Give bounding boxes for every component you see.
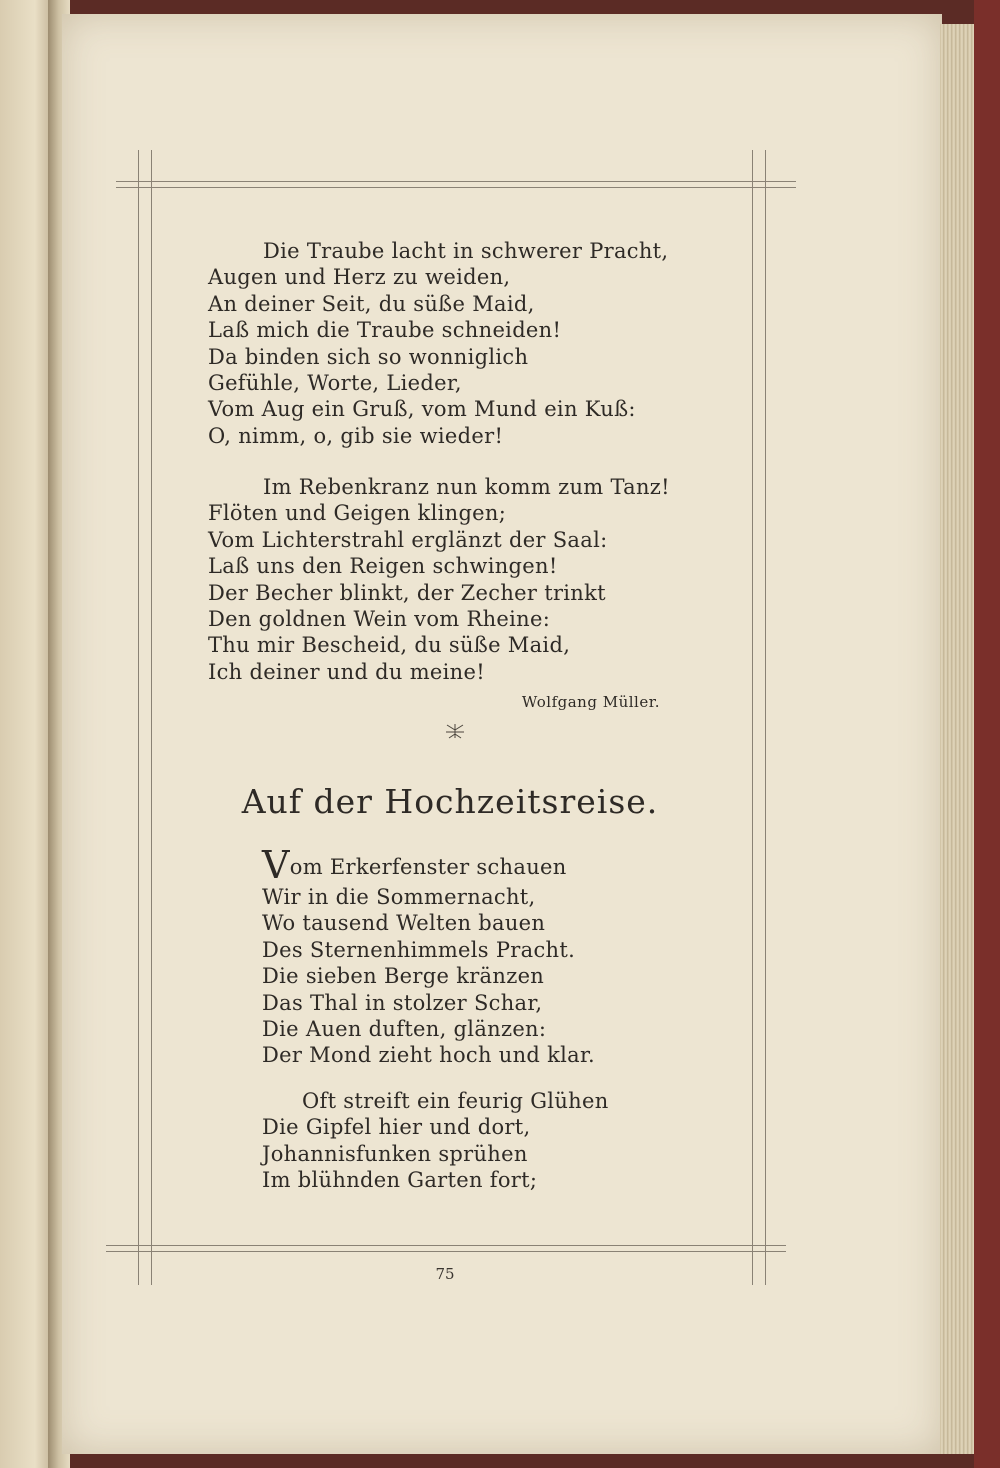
drop-cap: V: [262, 843, 290, 887]
verse-line: Johannisfunken sprühen: [262, 1141, 528, 1166]
verse-line: Laß mich die Traube schneiden!: [208, 318, 562, 343]
frame-left-rule: [138, 150, 139, 1285]
poem-author: Wolfgang Müller.: [521, 693, 660, 711]
verse-line: An deiner Seit, du süße Maid,: [208, 291, 535, 316]
poem2-stanza2: [262, 1088, 782, 1194]
poem1-stanza1: [208, 238, 728, 449]
verse-line: Die Traube lacht in schwerer Pracht,: [263, 239, 669, 263]
verse-line: Im Rebenkranz nun komm zum Tanz!: [263, 475, 670, 499]
verse-line: Gefühle, Worte, Lieder,: [208, 371, 462, 396]
poem2-stanza1: [262, 843, 782, 1069]
verse-line: Das Thal in stolzer Schar,: [262, 990, 543, 1015]
fleuron-icon: [437, 720, 473, 740]
book-cover-edge: [974, 0, 1000, 1468]
frame-bottom-rule-inner: [106, 1251, 786, 1252]
verse-line-first: [262, 843, 782, 887]
frame-left-rule-inner: [151, 150, 152, 1285]
verse-line: Vom Lichterstrahl erglänzt der Saal:: [208, 527, 608, 552]
verse-line-rest: om Erkerfenster schauen: [289, 855, 567, 879]
verse-line: Thu mir Bescheid, du süße Maid,: [208, 633, 571, 658]
page-number: 75: [435, 1265, 455, 1283]
verse-line: Oft streift ein feurig Glühen: [302, 1089, 609, 1113]
verse-line: Flöten und Geigen klingen;: [208, 501, 507, 526]
verse-line: O, nimm, o, gib sie wieder!: [208, 423, 504, 448]
verse-line: Im blühnden Garten fort;: [262, 1168, 538, 1193]
verse-line: Die Gipfel hier und dort,: [262, 1115, 531, 1140]
frame-top-rule: [116, 181, 796, 182]
verse-line: Augen und Herz zu weiden,: [208, 265, 511, 290]
verse-line: Des Sternenhimmels Pracht.: [262, 937, 576, 962]
verse-line: Die sieben Berge kränzen: [262, 964, 545, 989]
poem1-stanza2: [208, 474, 728, 685]
verse-line: Der Becher blinkt, der Zecher trinkt: [208, 580, 606, 605]
verse-line: Wir in die Sommernacht,: [262, 885, 536, 909]
verse-line: Wo tausend Welten bauen: [262, 911, 546, 936]
book-page: [62, 14, 942, 1454]
verse-line: Vom Aug ein Gruß, vom Mund ein Kuß:: [208, 397, 636, 422]
page-edges: [940, 24, 976, 1454]
verse-line: Der Mond zieht hoch und klar.: [262, 1043, 595, 1068]
verse-line: Ich deiner und du meine!: [208, 659, 485, 684]
verse-line: Den goldnen Wein vom Rheine:: [208, 607, 551, 632]
frame-bottom-rule: [106, 1245, 786, 1246]
poem-title: Auf der Hochzeitsreise.: [241, 782, 659, 821]
verse-line: Die Auen duften, glänzen:: [262, 1017, 547, 1042]
verse-line: Laß uns den Reigen schwingen!: [208, 554, 558, 579]
frame-top-rule-inner: [116, 187, 796, 188]
verse-line: Da binden sich so wonniglich: [208, 344, 529, 369]
